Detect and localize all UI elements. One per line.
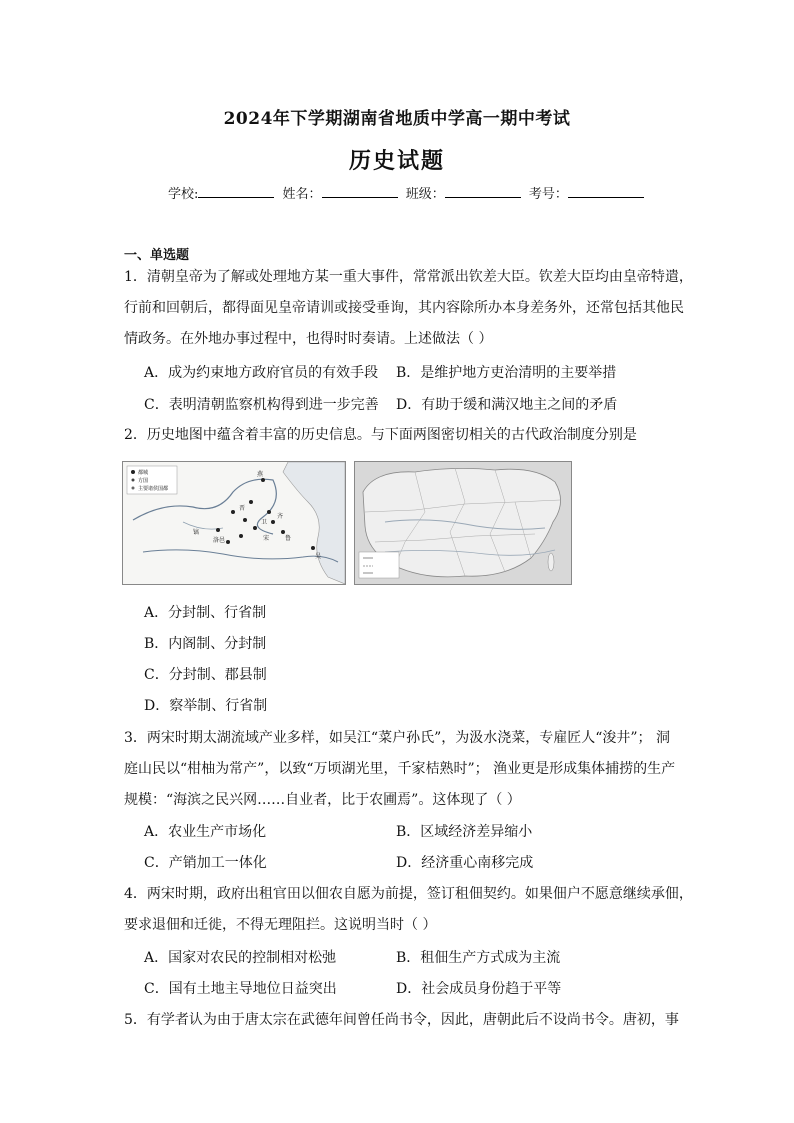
map1-label-jin: 晋 [239,505,246,512]
student-info-row [168,183,648,202]
q3-line-3: 规模：“海滨之民兴网……自业者，比于农圃焉”。这体现了（ ） [124,792,521,808]
q4-line-2: 要求退佃和迁徙，不得无理阻拦。这说明当时（ ） [124,917,437,933]
q3-line-2: 庭山民以“柑柚为常产”，以致“万顷湖光里，千家桔熟时”； 渔业更是形成集体捕捞的生产 [124,761,676,777]
class-blank[interactable] [445,185,521,198]
q4-option-b[interactable]: B．租佃生产方式成为主流 [396,950,561,966]
exam-subtitle: 历史试题 [348,148,445,174]
q1-option-c[interactable]: C．表明清朝监察机构得到进一步完善 [144,397,379,413]
school-label: 学校: [168,187,199,202]
q2-option-b[interactable]: B．内阁制、分封制 [144,636,267,652]
q1-line-3: 情政务。在外地办事过程中，也得时时奏请。上述做法（ ） [124,331,493,347]
q3-option-d[interactable]: D．经济重心南移完成 [396,855,534,871]
map1-label-wei: 卫 [261,519,268,526]
q1-option-d[interactable]: D．有助于缓和满汉地主之间的矛盾 [396,397,618,413]
q1-option-a[interactable]: A．成为约束地方政府官员的有效手段 [144,365,379,381]
q2-option-c[interactable]: C．分封制、郡县制 [144,667,267,683]
name-label: 姓名： [282,187,322,202]
school-blank[interactable] [198,185,274,198]
exam-number-blank[interactable] [568,185,644,198]
map1-legend-2: 主要诸侯国都 [138,486,169,492]
province-map [354,461,572,585]
map1-legend-1: 方国 [138,478,149,484]
q4-option-a[interactable]: A．国家对农民的控制相对松弛 [144,950,337,966]
zhou-enfeoffment-map [122,461,346,585]
exam-number-label: 考号： [528,187,568,202]
map1-label-wu: 吴 [315,553,322,560]
q1-option-b[interactable]: B．是维护地方吏治清明的主要举措 [396,365,617,381]
map1-legend-0: 都城 [138,470,149,476]
q2-option-d[interactable]: D．察举制、行省制 [144,698,268,714]
q3-option-a[interactable]: A．农业生产市场化 [144,824,267,840]
q1-line-1: 1．清朝皇帝为了解或处理地方某一重大事件，常常派出钦差大臣。钦差大臣均由皇帝特遣， [124,269,693,285]
map1-label-song: 宋 [263,535,270,542]
zhou-map-svg [123,462,345,584]
q4-line-1: 4．两宋时期，政府出租官田以佃农自愿为前提，签订租佃契约。如果佃户不愿意继续承佃， [124,886,693,902]
q3-line-1: 3．两宋时期太湖流域产业多样，如吴江“菜户孙氏”，为汲水浇菜，专雇匠人“浚井”； 洞 [124,730,670,746]
section-heading: 一、单选题 [124,248,190,263]
q5-line-1: 5．有学者认为由于唐太宗在武德年间曾任尚书令，因此，唐朝此后不设尚书令。唐初，事 [124,1012,679,1028]
class-label: 班级： [405,187,445,202]
map1-label-yan: 燕 [257,471,264,478]
map1-label-hao: 镐 [193,529,200,536]
q4-option-c[interactable]: C．国有土地主导地位日益突出 [144,981,337,997]
map1-label-qi: 齐 [277,513,284,520]
q2-line-1: 2．历史地图中蕴含着丰富的历史信息。与下面两图密切相关的古代政治制度分别是 [124,427,637,443]
exam-title: 2024年下学期湖南省地质中学高一期中考试 [223,109,571,129]
map1-label-lu: 鲁 [285,535,292,542]
name-blank[interactable] [322,185,398,198]
map1-label-luoyi: 洛邑 [213,537,226,544]
q4-option-d[interactable]: D．社会成员身份趋于平等 [396,981,562,997]
q3-option-c[interactable]: C．产销加工一体化 [144,855,267,871]
q2-option-a[interactable]: A．分封制、行省制 [144,605,267,621]
q3-option-b[interactable]: B．区域经济差异缩小 [396,824,533,840]
q1-line-2: 行前和回朝后，都得面见皇帝请训或接受垂询，其内容除所办本身差务外，还常包括其他民 [124,300,684,316]
province-map-svg [355,462,571,584]
